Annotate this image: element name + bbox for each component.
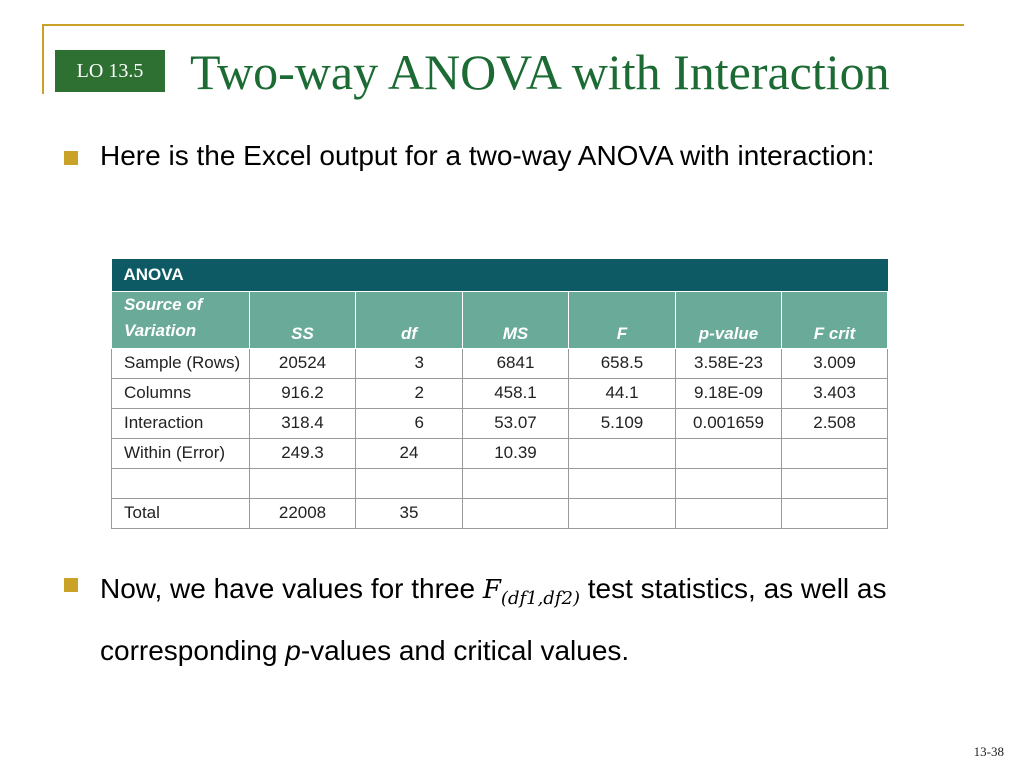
cell-f-crit: 3.009: [782, 348, 888, 378]
cell-ms: 10.39: [463, 438, 569, 468]
cell-df: 35: [356, 498, 463, 528]
cell-f: [569, 438, 676, 468]
cell-p-value: [676, 468, 782, 498]
cell-f: [569, 468, 676, 498]
cell-f: 44.1: [569, 378, 676, 408]
cell-f: [569, 498, 676, 528]
cell-source: Columns: [112, 378, 250, 408]
table-row-total: [112, 498, 888, 528]
bullet2-text-before: Now, we have values for three: [100, 573, 483, 604]
cell-f-crit: 3.403: [782, 378, 888, 408]
table-row: [112, 378, 888, 408]
bullet2-text-after-p: -values and critical values.: [300, 635, 630, 666]
table-header-row: [112, 291, 888, 348]
cell-ms: 458.1: [463, 378, 569, 408]
bullet-text-intro: Here is the Excel output for a two-way ANOVA with interaction:: [100, 140, 875, 171]
cell-ss: 318.4: [250, 408, 356, 438]
cell-source: [112, 468, 250, 498]
slide-title: Two-way ANOVA with Interaction: [190, 44, 890, 100]
cell-ss: 916.2: [250, 378, 356, 408]
cell-df: 3: [356, 348, 463, 378]
bullet-text-conclusion: [100, 563, 980, 677]
cell-p-value: 0.001659: [676, 408, 782, 438]
cell-df: 2: [356, 378, 463, 408]
left-rule: [42, 24, 44, 94]
p-italic: p: [285, 635, 301, 666]
cell-f-crit: [782, 438, 888, 468]
header-f-crit: F crit: [782, 291, 888, 348]
cell-df: [356, 468, 463, 498]
header-ss: SS: [250, 291, 356, 348]
bullet-marker: [64, 151, 78, 165]
cell-p-value: 3.58E-23: [676, 348, 782, 378]
cell-ss: 20524: [250, 348, 356, 378]
bullet-marker: [64, 578, 78, 592]
cell-source: Total: [112, 498, 250, 528]
cell-source: Sample (Rows): [112, 348, 250, 378]
table-row: [112, 348, 888, 378]
math-f-symbol: F: [482, 575, 501, 605]
cell-p-value: [676, 498, 782, 528]
cell-df: 24: [356, 438, 463, 468]
math-f-subscript: (df1,df2): [500, 588, 580, 609]
cell-f-crit: [782, 468, 888, 498]
header-p-value: p-value: [676, 291, 782, 348]
anova-table: [111, 259, 888, 529]
cell-source: Within (Error): [112, 438, 250, 468]
table-row: [112, 408, 888, 438]
cell-p-value: 9.18E-09: [676, 378, 782, 408]
table-row-empty: [112, 468, 888, 498]
cell-ms: 53.07: [463, 408, 569, 438]
cell-f-crit: 2.508: [782, 408, 888, 438]
cell-f: 658.5: [569, 348, 676, 378]
cell-f: 5.109: [569, 408, 676, 438]
table-row: [112, 438, 888, 468]
bullet2-text-after-math: test statistics, as well as corresponding: [100, 573, 887, 666]
learning-objective-badge: LO 13.5: [55, 50, 165, 92]
cell-ms: [463, 468, 569, 498]
header-source: [112, 291, 250, 348]
header-source-line2: Variation: [124, 320, 197, 340]
cell-p-value: [676, 438, 782, 468]
cell-f-crit: [782, 498, 888, 528]
cell-ss: [250, 468, 356, 498]
cell-ms: 6841: [463, 348, 569, 378]
cell-source: Interaction: [112, 408, 250, 438]
top-rule: [42, 24, 964, 26]
cell-ss: 249.3: [250, 438, 356, 468]
header-source-line1: Source of: [124, 294, 203, 314]
header-df: df: [356, 291, 463, 348]
cell-df: 6: [356, 408, 463, 438]
table-caption: ANOVA: [112, 259, 888, 291]
page-number: 13-38: [973, 744, 1004, 759]
header-f: F: [569, 291, 676, 348]
table-title-row: [112, 259, 888, 291]
cell-ms: [463, 498, 569, 528]
cell-ss: 22008: [250, 498, 356, 528]
header-ms: MS: [463, 291, 569, 348]
